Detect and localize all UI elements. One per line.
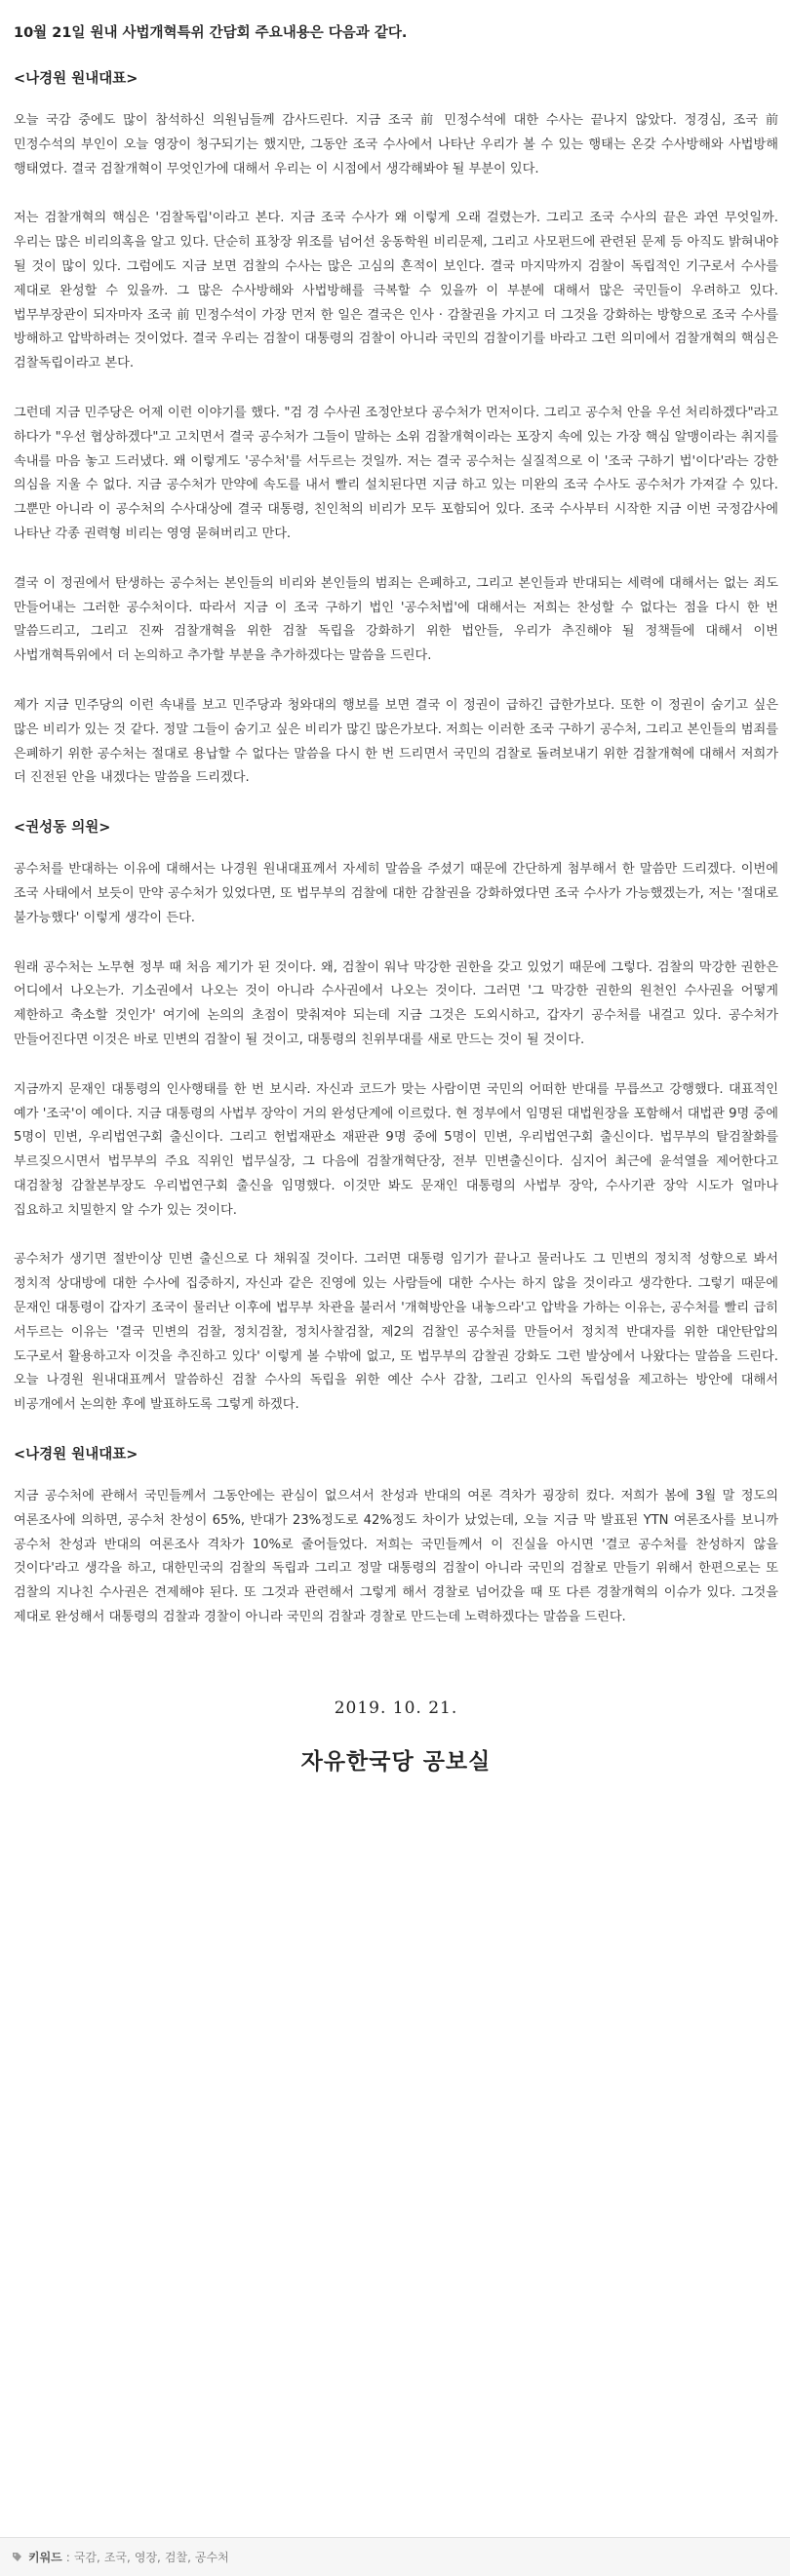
keywords-label: 키워드 <box>28 2551 62 2564</box>
speaker-heading: <권성동 의원> <box>14 820 111 837</box>
headline: 10월 21일 원내 사법개혁특위 간담회 주요내용은 다음과 같다. <box>14 25 408 41</box>
paragraph: 공수처가 생기면 절반이상 민변 출신으로 다 채워질 것이다. 그러면 대통령 임기가 끝나고 물러나도 그 민변의 정치적 성향으로 봐서 정치적 상대방에 대한 수사에 집중하지, 자신과 같은 진영에 있는 사람들에 대한 수사는 하지 않을 것이라고 생각한다. 그렇기 때문에 문재인 대통령이 갑자기 조국이 물러난 이후에 법무부 차관을 불러서 '개혁방안을 내놓으라'고 압박을 가하는 이유는, 공수처를 빨리 급히 서두르는 이유는 '결국 민변의 검찰, 정치검찰, 정치사찰검찰, 제2의 검찰인 공수처를 만들어서 정치적 반대자를 위한 대안탄압의 도구로서 활용하고자 이것을 추진하고 있다' 이렇게 볼 수밖에 없고, 또 법무부의 감찰권 강화도 그런 발상에서 나왔다는 말씀을 드린다. 오늘 나경원 원내대표께서 말씀하신 검찰 수사의 독립을 위한 예산 수사 감찰, 그리고 인사의 독립성을 제고하는 방안에 대해서 비공개에서 논의한 후에 발표하도록 그렇게 하겠다. <box>14 1252 778 1413</box>
paragraph: 오늘 국감 중에도 많이 참석하신 의원님들께 감사드린다. 지금 조국 前 민정수석에 대한 수사는 끝나지 않았다. 정경심, 조국 前 민정수석의 부인이 오늘 영장이 청구되기는 했지만, 그동안 조국 수사에서 나타난 우리가 볼 수 있는 행태는 온갖 수사방해와 사법방해 행태였다. 결국 검찰개혁이 무엇인가에 대해서 우리는 이 시점에서 생각해봐야 될 부분이 있다. <box>14 113 778 176</box>
paragraph: 그런데 지금 민주당은 어제 이런 이야기를 했다. "검 경 수사권 조정안보다 공수처가 먼저이다. 그리고 공수처 안을 우선 처리하겠다"라고 하다가 "우선 협상하겠다"고 고치면서 결국 공수처가 그들이 말하는 소위 검찰개혁이라는 포장지 속에 있는 가장 핵심 알맹이라는 취지를 속내를 마음 놓고 드러냈다. 왜 이렇게도 '공수처'를 서두르는 것일까. 저는 결국 공수처는 실질적으로 이 '조국 구하기 법'이다'라는 강한 의심을 지울 수 없다. 지금 공수처가 만약에 속도를 내서 빨리 설치된다면 지금 하고 있는 미완의 조국 수사도 공수처가 가져갈 수 있다. 그뿐만 아니라 이 공수처의 수사대상에 결국 대통령, 친인척의 비리가 모두 포함되어 있다. 조국 수사부터 시작한 지금 이번 국정감사에 나타난 각종 권력형 비리는 영영 묻혀버리고 만다. <box>14 405 778 541</box>
section-na-kyungwon-2 <box>14 1443 778 1630</box>
paragraph: 지금 공수처에 관해서 국민들께서 그동안에는 관심이 없으셔서 찬성과 반대의 여론 격차가 굉장히 컸다. 저희가 봄에 3월 말 정도의 여론조사에 의하면, 공수처 찬성이 65%, 반대가 23%정도로 42%정도 차이가 났었는데, 오늘 지금 막 발표된 YTN 여론조사를 보니까 공수처 찬성과 반대의 여론조사 격차가 10%로 줄어들었다. 저희는 국민들께서 이 진실을 아시면 '결코 공수처를 찬성하지 않을 것이다'라고 생각을 하고, 대한민국의 검찰의 독립과 그리고 정말 대통령의 검찰이 아니라 국민의 검찰로 만들기 위해서 한편으로는 또 검찰의 지나친 수사권은 견제해야 된다. 또 그것과 관련해서 그렇게 해서 경찰로 넘어갔을 때 또 다른 경찰개혁의 이슈가 있다. 그것을 제대로 완성해서 대통령의 검찰과 경찰이 아니라 국민의 검찰과 경찰로 만드는데 노력하겠다는 말씀을 드린다. <box>14 1489 778 1625</box>
paragraph: 제가 지금 민주당의 이런 속내를 보고 민주당과 청와대의 행보를 보면 결국 이 정권이 급하긴 급한가보다. 또한 이 정권이 숨기고 싶은 많은 비리가 있는 것 같다. 정말 그들이 숨기고 싶은 비리가 많긴 많은가보다. 저희는 이러한 조국 구하기 공수처, 그리고 본인들의 범죄를 은폐하기 위한 공수처는 절대로 용납할 수 없다는 말씀을 다시 한 번 드리면서 국민의 검찰로 돌려보내기 위한 검찰개혁에 대해서 저희가 더 진전된 안을 내겠다는 말씀을 드리겠다. <box>14 697 778 786</box>
paragraph: 공수처를 반대하는 이유에 대해서는 나경원 원내대표께서 자세히 말씀을 주셨기 때문에 간단하게 첨부해서 한 말씀만 드리겠다. 이번에 조국 사태에서 보듯이 만약 공수처가 있었다면, 또 법무부의 검찰에 대한 감찰권을 강화하였다면 조국 수사가 가능했겠는가, 저는 '절대로 불가능했다' 이렇게 생각이 든다. <box>14 862 778 925</box>
speaker-heading: <나경원 원내대표> <box>14 71 138 87</box>
speaker-heading: <나경원 원내대표> <box>14 1447 138 1464</box>
keywords-separator: : <box>65 2550 70 2564</box>
keyword-link[interactable]: 조국 <box>103 2551 128 2564</box>
section-na-kyungwon-1 <box>14 67 778 791</box>
release-date: 2019. 10. 21. <box>334 1698 458 1718</box>
keyword-link[interactable]: 국감 <box>73 2551 98 2564</box>
keyword-bar: 키워드 : 국감 , 조국 , 영장 , 검찰 , 공수처 <box>0 2537 790 2576</box>
paragraph: 지금까지 문재인 대통령의 인사행태를 한 번 보시라. 자신과 코드가 맞는 사람이면 국민의 어떠한 반대를 무릅쓰고 강행했다. 대표적인 예가 '조국'이 예이다. 지금 대통령의 사법부 장악이 거의 완성단계에 이르렀다. 현 정부에서 임명된 대법원장을 포함해서 대법관 9명 중에 5명이 민변, 우리법연구회 출신이다. 그리고 헌법재판소 재판관 9명 중에 5명이 민변, 우리법연구회 출신이다. 법무부의 탈검찰화를 부르짖으시면서 법무부의 주요 직위인 법무실장, 그 다음에 검찰개혁단장, 전부 민변출신이다. 심지어 최근에 윤석열을 제어한다고 대검찰청 감찰본부장도 우리법연구회 출신을 임명했다. 이것만 봐도 문재인 대통령의 사법부 장악, 수사기관 장악 시도가 얼마나 집요하고 치밀한지 알 수가 있는 것이다. <box>14 1081 778 1218</box>
paragraph: 저는 검찰개혁의 핵심은 '검찰독립'이라고 본다. 지금 조국 수사가 왜 이렇게 오래 걸렸는가. 그리고 조국 수사의 끝은 과연 무엇일까. 우리는 많은 비리의혹을 알고 있다. 단순히 표창장 위조를 넘어선 웅동학원 비리문제, 그리고 사모펀드에 관련된 문제 등 아직도 밝혀내야 될 것이 많이 있다. 그럼에도 지금 보면 검찰의 수사는 많은 고심의 흔적이 보인다. 결국 마지막까지 검찰이 독립적인 기구로서 수사를 제대로 완성할 수 있을까. 그 많은 수사방해와 사법방해를 극복할 수 있을까 이 부분에 대해서 많은 국민들이 우려하고 있다. 법무부장관이 되자마자 조국 前 민정수석이 가장 먼저 한 일은 결국은 인사 · 감찰권을 가지고 더 그것을 강화하는 방향으로 조국 수사를 방해하고 압박하려는 것이었다. 결국 우리는 검찰이 대통령의 검찰이 아니라 국민의 검찰이기를 바라고 그런 의미에서 검찰개혁의 핵심은 검찰독립이라고 본다. <box>14 211 778 371</box>
issuer-name: 자유한국당 공보실 <box>300 1748 492 1775</box>
keyword-link[interactable]: 영장 <box>134 2551 158 2564</box>
keyword-link[interactable]: 검찰 <box>164 2551 188 2564</box>
section-kwon-seongdong <box>14 816 778 1418</box>
paragraph: 원래 공수처는 노무현 정부 때 처음 제기가 된 것이다. 왜, 검찰이 워낙 막강한 권한을 갖고 있었기 때문에 그렇다. 검찰의 막강한 권한은 어디에서 나오는가. 기소권에서 나오는 것이 아니라 수사권에서 나오는 것이다. 그러면 '그 막강한 권한의 원천인 수사권을 어떻게 제한하고 축소할 것인가' 여기에 논의의 초점이 맞춰져야 되는데 지금 그것은 도외시하고, 갑자기 공수처를 내걸고 있다. 공수처가 만들어진다면 이것은 바로 민변의 검찰이 될 것이고, 대통령의 친위부대를 새로 만드는 것이 될 것이다. <box>14 959 778 1047</box>
paragraph: 결국 이 정권에서 탄생하는 공수처는 본인들의 비리와 본인들의 범죄는 은폐하고, 그리고 본인들과 반대되는 세력에 대해서는 없는 죄도 만들어내는 그러한 공수처이다. 따라서 지금 이 조국 구하기 법인 '공수처법'에 대해서는 저희는 찬성할 수 없다는 점을 다시 한 번 말씀드리고, 그리고 진짜 검찰개혁을 위한 검찰 독립을 강화하기 위한 법안들, 우리가 추진해야 될 정책들에 대해서 이번 사법개혁특위에서 더 논의하고 추가할 부분을 추가하겠다는 말씀을 드린다. <box>14 575 778 664</box>
keyword-link[interactable]: 공수처 <box>194 2551 229 2564</box>
tag-icon <box>12 2552 22 2562</box>
